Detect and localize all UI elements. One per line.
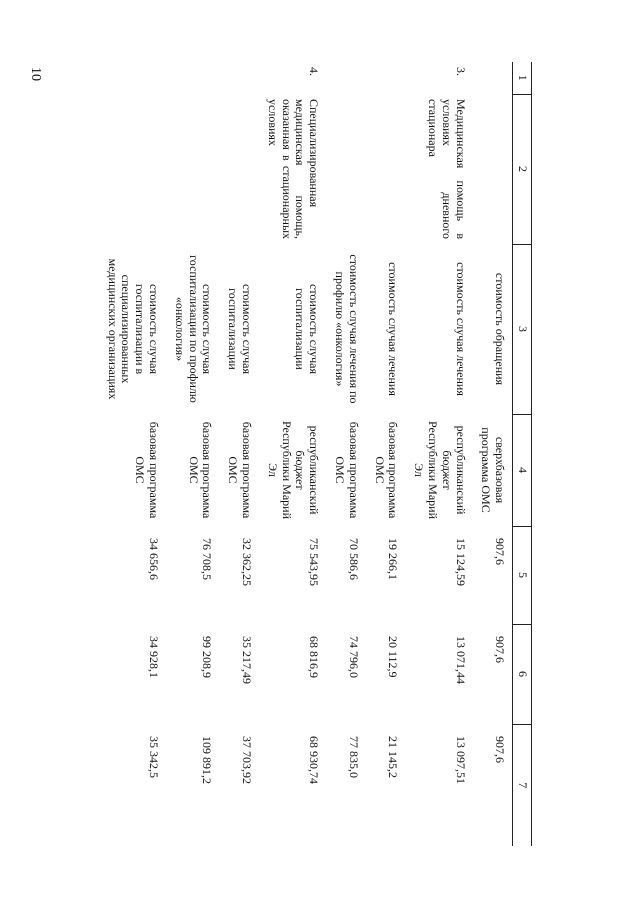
cost-unit: стоимость случая госпитализации bbox=[293, 284, 322, 374]
funding-source: базовая программа ОМС bbox=[333, 421, 361, 519]
care-category bbox=[326, 94, 366, 244]
funding-source: республиканский бюджет Республики Марий Эл bbox=[412, 420, 468, 520]
value-col6: 99 208,9 bbox=[200, 636, 215, 678]
row-number bbox=[219, 62, 259, 94]
funding-source: базовая программа ОМС bbox=[133, 421, 162, 519]
care-category: Специализированная медицинская помощь, оказанная в стационарных условиях bbox=[265, 99, 322, 239]
header-cell-1: 1 bbox=[513, 62, 532, 94]
value-col5: 19 266,1 bbox=[386, 538, 401, 580]
value-col7: 109 891,2 bbox=[200, 736, 215, 784]
funding-source: сверхбазовая программа ОМС bbox=[479, 427, 508, 513]
value-col5: 34 656,6 bbox=[147, 538, 162, 580]
header-cell-2: 2 bbox=[513, 94, 532, 244]
header-cell-4: 4 bbox=[513, 414, 532, 526]
value-col7: 21 145,2 bbox=[386, 736, 401, 778]
row-number: 3. bbox=[453, 67, 468, 76]
cost-unit: стоимость случая лечения bbox=[453, 262, 468, 396]
value-col5: 76 708,5 bbox=[200, 538, 215, 580]
table-row bbox=[99, 62, 166, 846]
value-col5: 32 362,25 bbox=[240, 538, 255, 586]
care-category bbox=[473, 94, 513, 244]
value-col6: 34 928,1 bbox=[147, 636, 162, 678]
cost-unit: стоимость случая лечения bbox=[386, 262, 401, 396]
care-category bbox=[219, 94, 259, 244]
care-category bbox=[99, 94, 166, 244]
row-number bbox=[473, 62, 513, 94]
row-number bbox=[366, 62, 406, 94]
care-category bbox=[366, 94, 406, 244]
cost-unit: стоимость случая лечения по профилю «онкология» bbox=[333, 254, 361, 404]
care-category: Медицинская помощь в условиях дневного стационара bbox=[426, 99, 468, 239]
cost-unit: стоимость случая госпитализации в специализированных медицинских организациях bbox=[105, 258, 162, 400]
cost-unit: стоимость обращения bbox=[493, 272, 508, 386]
table-box bbox=[105, 62, 532, 846]
funding-source: базовая программа ОМС bbox=[226, 421, 255, 519]
value-col7: 35 342,5 bbox=[147, 736, 162, 778]
value-col5: 75 543,95 bbox=[307, 538, 322, 586]
value-col6: 35 217,49 bbox=[240, 636, 255, 684]
value-col6: 20 112,9 bbox=[386, 636, 401, 678]
value-col7: 907,6 bbox=[493, 736, 508, 763]
cost-unit: стоимость случая госпитализации по профилю «онкология» bbox=[172, 255, 215, 403]
value-col7: 68 930,74 bbox=[307, 736, 322, 784]
table-row bbox=[326, 62, 366, 846]
value-col5: 907,6 bbox=[493, 538, 508, 565]
table-row bbox=[166, 62, 219, 846]
header-cell-5: 5 bbox=[513, 526, 532, 624]
funding-source: базовая программа ОМС bbox=[372, 421, 401, 519]
header-cell-6: 6 bbox=[513, 624, 532, 724]
value-col6: 907,6 bbox=[493, 636, 508, 663]
value-col7: 13 097,51 bbox=[453, 736, 468, 784]
header-row bbox=[513, 62, 532, 846]
table-row bbox=[259, 62, 326, 846]
table-row bbox=[366, 62, 406, 846]
funding-source: республиканский бюджет Республики Марий Эл bbox=[265, 420, 322, 520]
header-cell-7: 7 bbox=[513, 724, 532, 846]
cost-unit: стоимость случая госпитализации bbox=[226, 284, 255, 374]
rotated-table-container bbox=[105, 62, 635, 846]
row-number bbox=[99, 62, 166, 94]
row-number bbox=[326, 62, 366, 94]
cost-table bbox=[99, 62, 532, 846]
page-number: 10 bbox=[28, 67, 43, 81]
value-col7: 37 703,92 bbox=[240, 736, 255, 784]
table-row bbox=[473, 62, 513, 846]
funding-source: базовая программа ОМС bbox=[186, 421, 215, 519]
value-col6: 13 071,44 bbox=[453, 636, 468, 684]
value-col6: 68 816,9 bbox=[307, 636, 322, 678]
row-number: 4. bbox=[307, 67, 322, 76]
header-cell-3: 3 bbox=[513, 244, 532, 414]
care-category bbox=[166, 94, 219, 244]
value-col5: 15 124,59 bbox=[453, 538, 468, 586]
value-col6: 74 796,0 bbox=[346, 636, 361, 678]
table-row bbox=[219, 62, 259, 846]
value-col5: 70 586,6 bbox=[346, 538, 361, 580]
table-row bbox=[405, 62, 472, 846]
value-col7: 77 835,0 bbox=[346, 736, 361, 778]
row-number bbox=[166, 62, 219, 94]
